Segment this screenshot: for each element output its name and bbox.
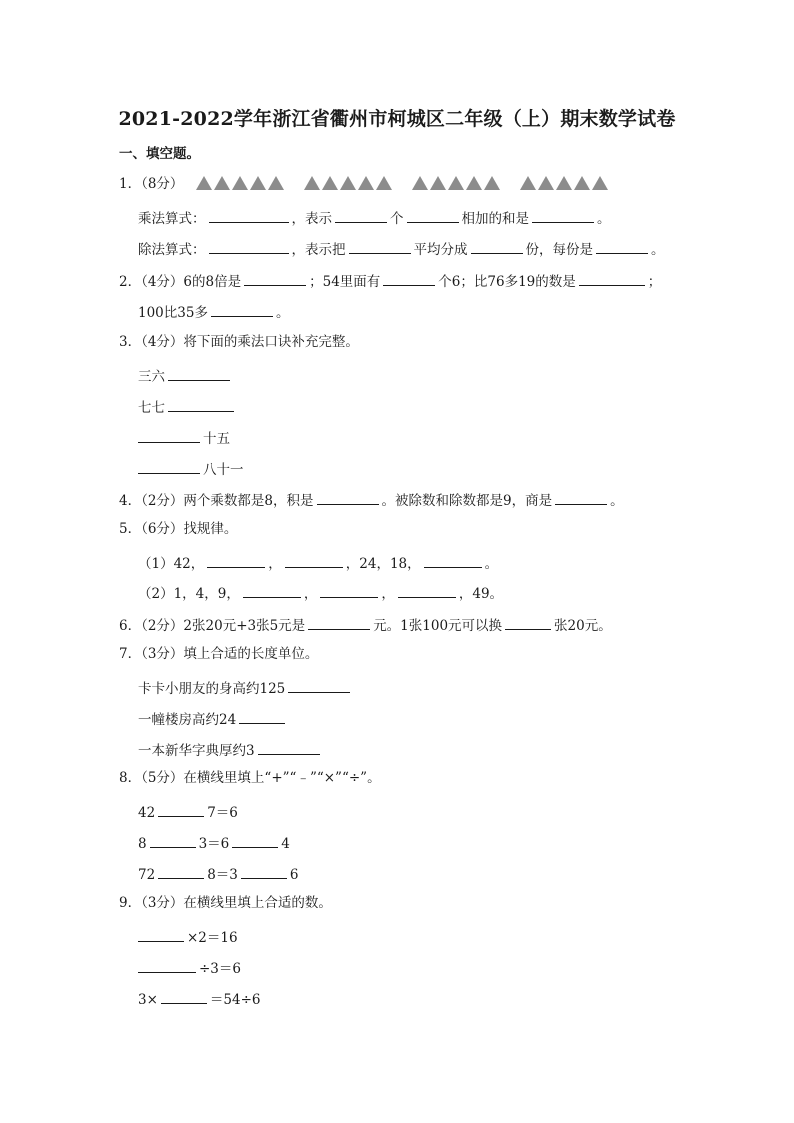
text: 卡卡小朋友的身高约125: [138, 681, 286, 697]
triangle-icon: [538, 176, 554, 190]
question-3-line-3: [135, 428, 230, 447]
answer-blank[interactable]: [308, 615, 370, 630]
text: ；: [647, 274, 662, 290]
answer-blank[interactable]: [349, 239, 411, 254]
triangle-icon: [340, 176, 356, 190]
question-8-line-2: [138, 833, 290, 852]
text: 2．（4分）6的8倍是: [119, 274, 242, 290]
text: 。被除数和除数都是9，商是: [381, 493, 553, 509]
question-8-line-1: [138, 802, 238, 821]
triangle-figure: [196, 176, 628, 192]
text: 。: [651, 242, 665, 258]
text: 4: [281, 836, 290, 852]
text: 3×: [138, 992, 158, 1008]
question-5-line-2: [138, 583, 503, 602]
triangle-icon: [322, 176, 338, 190]
text: 个6；比76多19的数是: [438, 274, 576, 290]
question-7-line-3: [138, 740, 323, 759]
answer-blank[interactable]: [138, 459, 200, 474]
page-title: 2021-2022学年浙江省衢州市柯城区二年级（上）期末数学试卷: [118, 108, 676, 130]
text: （2）1，4，9，: [138, 586, 240, 602]
triangle-icon: [466, 176, 482, 190]
text: ，: [303, 586, 318, 602]
answer-blank[interactable]: [596, 239, 648, 254]
text: ，表示: [291, 211, 332, 227]
question-4-line: [119, 490, 624, 509]
text: 7＝6: [207, 805, 238, 821]
answer-blank[interactable]: [383, 271, 435, 286]
text: 乘法算式：: [138, 211, 206, 227]
answer-blank[interactable]: [207, 553, 265, 568]
answer-blank[interactable]: [398, 583, 456, 598]
answer-blank[interactable]: [211, 302, 273, 317]
answer-blank[interactable]: [243, 583, 301, 598]
question-3-line-2: [138, 397, 237, 416]
text: 八十一: [203, 462, 244, 478]
text: 。: [597, 211, 611, 227]
answer-blank[interactable]: [244, 271, 306, 286]
triangle-icon: [412, 176, 428, 190]
question-3-line-4: [135, 459, 244, 478]
text: 6．（2分）2张20元+3张5元是: [119, 618, 306, 634]
text: 元。1张100元可以换: [373, 618, 503, 634]
answer-blank[interactable]: [471, 239, 523, 254]
question-9-line-2: [135, 958, 241, 977]
text: （1）42，: [138, 556, 205, 572]
triangle-icon: [430, 176, 446, 190]
question-5-header: 5．（6分）找规律。: [119, 521, 238, 537]
text: 3＝6: [198, 836, 230, 852]
answer-blank[interactable]: [579, 271, 645, 286]
text: ×2＝16: [187, 930, 238, 946]
triangle-icon: [232, 176, 248, 190]
question-8-header: 8．（5分）在横线里填上“+”“﹣”“×”“÷”。: [119, 770, 381, 786]
triangle-icon: [376, 176, 392, 190]
question-1-header: [119, 176, 628, 194]
triangle-icon: [250, 176, 266, 190]
section-heading: 一、填空题。: [119, 146, 200, 162]
answer-blank[interactable]: [168, 397, 234, 412]
question-6-line: [119, 615, 612, 634]
answer-blank[interactable]: [158, 802, 204, 817]
text: 平均分成: [413, 242, 468, 258]
triangle-icon: [556, 176, 572, 190]
answer-blank[interactable]: [209, 208, 289, 223]
text: 份，每份是: [525, 242, 593, 258]
question-2-line-1: [119, 271, 661, 290]
question-8-line-3: [138, 864, 298, 883]
text: 。: [484, 556, 499, 572]
text: 6: [289, 867, 299, 883]
text: 8＝3: [207, 867, 238, 883]
answer-blank[interactable]: [555, 490, 607, 505]
answer-blank[interactable]: [320, 583, 378, 598]
text: 七七: [138, 400, 165, 416]
text: ，49。: [458, 586, 504, 602]
text: ÷3＝6: [199, 961, 241, 977]
answer-blank[interactable]: [288, 678, 350, 693]
answer-blank[interactable]: [239, 709, 285, 724]
question-1-number: 1．（8分）: [119, 176, 184, 192]
question-1-multiplication-line: [138, 208, 611, 227]
triangle-icon: [520, 176, 536, 190]
question-3-header: 3．（4分）将下面的乘法口诀补充完整。: [119, 334, 359, 350]
text: ，24，18，: [345, 556, 421, 572]
answer-blank[interactable]: [505, 615, 551, 630]
triangle-icon: [484, 176, 500, 190]
answer-blank[interactable]: [424, 553, 482, 568]
text: 8: [138, 836, 147, 852]
triangle-group: [520, 176, 610, 194]
question-2-line-2: [138, 302, 289, 321]
triangle-icon: [268, 176, 284, 190]
text: 100比35多: [138, 305, 208, 321]
triangle-group: [196, 176, 286, 194]
question-3-line-1: [138, 366, 233, 385]
question-7-header: 7．（3分）填上合适的长度单位。: [119, 646, 319, 662]
text: 十五: [203, 431, 230, 447]
question-5-line-1: [138, 553, 498, 572]
text: 除法算式：: [138, 242, 206, 258]
answer-blank[interactable]: [285, 553, 343, 568]
answer-blank[interactable]: [241, 864, 287, 879]
text: ＝54÷6: [209, 992, 261, 1008]
answer-blank[interactable]: [258, 740, 320, 755]
text: 一本新华字典厚约3: [138, 743, 255, 759]
text: 一幢楼房高约24: [138, 712, 237, 728]
triangle-group: [412, 176, 502, 194]
text: ，表示把: [291, 242, 346, 258]
triangle-icon: [592, 176, 608, 190]
answer-blank[interactable]: [232, 833, 278, 848]
text: 张20元。: [554, 618, 612, 634]
answer-blank[interactable]: [168, 366, 230, 381]
question-1-division-line: [138, 239, 665, 258]
question-9-line-1: [135, 927, 238, 946]
question-9-header: 9．（3分）在横线里填上合适的数。: [119, 895, 332, 911]
answer-blank[interactable]: [407, 208, 459, 223]
text: 。: [275, 305, 290, 321]
triangle-icon: [448, 176, 464, 190]
answer-blank[interactable]: [138, 927, 184, 942]
question-9-line-3: [138, 989, 261, 1008]
answer-blank[interactable]: [532, 208, 594, 223]
answer-blank[interactable]: [138, 958, 196, 973]
answer-blank[interactable]: [209, 239, 289, 254]
text: 42: [138, 805, 156, 821]
text: 个: [390, 211, 404, 227]
answer-blank[interactable]: [335, 208, 387, 223]
triangle-icon: [214, 176, 230, 190]
answer-blank[interactable]: [150, 833, 196, 848]
text: 。: [610, 493, 624, 509]
triangle-icon: [574, 176, 590, 190]
triangle-icon: [358, 176, 374, 190]
triangle-icon: [196, 176, 212, 190]
answer-blank[interactable]: [161, 989, 207, 1004]
answer-blank[interactable]: [138, 428, 200, 443]
text: ，: [381, 586, 395, 602]
text: ，: [268, 556, 282, 572]
text: ；54里面有: [309, 274, 381, 290]
question-7-line-2: [138, 709, 288, 728]
text: 三六: [138, 369, 165, 385]
text: 72: [138, 867, 156, 883]
triangle-group: [304, 176, 394, 194]
text: 相加的和是: [461, 211, 529, 227]
answer-blank[interactable]: [158, 864, 204, 879]
text: 4．（2分）两个乘数都是8，积是: [119, 493, 314, 509]
answer-blank[interactable]: [317, 490, 379, 505]
question-7-line-1: [138, 678, 353, 697]
triangle-icon: [304, 176, 320, 190]
